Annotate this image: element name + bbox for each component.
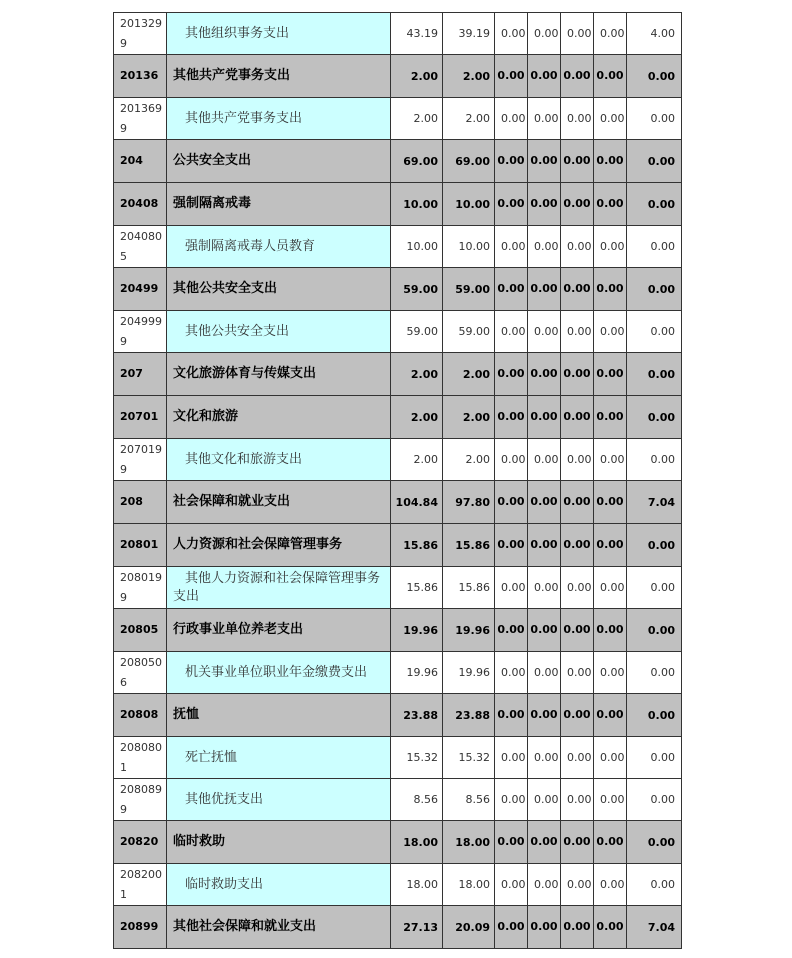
project-cell: 4.00 [627,13,682,55]
basic-cell: 59.00 [443,268,495,311]
project-cell: 0.00 [627,268,682,311]
col6-cell: 0.00 [528,55,561,98]
code-cell: 208 [114,481,167,524]
col6-cell: 0.00 [528,652,561,694]
col7-cell: 0.00 [561,311,594,353]
col7-cell: 0.00 [561,821,594,864]
col5-cell: 0.00 [495,226,528,268]
project-cell: 0.00 [627,183,682,226]
col6-cell: 0.00 [528,98,561,140]
col7-cell: 0.00 [561,524,594,567]
code-cell: 20805 [114,609,167,652]
project-cell: 0.00 [627,439,682,481]
name-cell: 文化和旅游 [167,396,391,439]
col7-cell: 0.00 [561,13,594,55]
code-cell: 20820 [114,821,167,864]
col5-cell: 0.00 [495,481,528,524]
col7-cell: 0.00 [561,737,594,779]
col8-cell: 0.00 [594,183,627,226]
col8-cell: 0.00 [594,396,627,439]
col7-cell: 0.00 [561,864,594,906]
col8-cell: 0.00 [594,98,627,140]
code-cell: 20801 [114,524,167,567]
col6-cell: 0.00 [528,311,561,353]
subtotal-row [114,609,682,652]
basic-cell: 2.00 [443,439,495,481]
col7-cell: 0.00 [561,140,594,183]
name-cell: 抚恤 [167,694,391,737]
col8-cell: 0.00 [594,779,627,821]
name-cell: 其他公共安全支出 [167,311,391,353]
col5-cell: 0.00 [495,779,528,821]
code-cell: 2080899 [114,779,167,821]
code-cell: 2080506 [114,652,167,694]
detail-row [114,439,682,481]
subtotal-row [114,353,682,396]
basic-cell: 2.00 [443,353,495,396]
basic-cell: 97.80 [443,481,495,524]
total-cell: 2.00 [391,353,443,396]
project-cell: 0.00 [627,864,682,906]
col7-cell: 0.00 [561,226,594,268]
col7-cell: 0.00 [561,694,594,737]
col5-cell: 0.00 [495,439,528,481]
total-cell: 15.86 [391,567,443,609]
name-cell: 其他公共安全支出 [167,268,391,311]
col5-cell: 0.00 [495,311,528,353]
subtotal-row [114,694,682,737]
basic-cell: 2.00 [443,396,495,439]
table-body [114,13,682,949]
total-cell: 10.00 [391,226,443,268]
total-cell: 104.84 [391,481,443,524]
col8-cell: 0.00 [594,821,627,864]
name-cell: 临时救助 [167,821,391,864]
col5-cell: 0.00 [495,396,528,439]
code-cell: 2013299 [114,13,167,55]
col7-cell: 0.00 [561,353,594,396]
total-cell: 19.96 [391,652,443,694]
col8-cell: 0.00 [594,694,627,737]
total-cell: 2.00 [391,439,443,481]
project-cell: 0.00 [627,609,682,652]
project-cell: 0.00 [627,737,682,779]
col8-cell: 0.00 [594,140,627,183]
col8-cell: 0.00 [594,353,627,396]
basic-cell: 10.00 [443,183,495,226]
col8-cell: 0.00 [594,226,627,268]
basic-cell: 15.86 [443,524,495,567]
basic-cell: 69.00 [443,140,495,183]
col7-cell: 0.00 [561,609,594,652]
name-cell: 其他共产党事务支出 [167,55,391,98]
total-cell: 27.13 [391,906,443,949]
name-cell: 强制隔离戒毒 [167,183,391,226]
project-cell: 7.04 [627,481,682,524]
total-cell: 18.00 [391,821,443,864]
col8-cell: 0.00 [594,439,627,481]
total-cell: 43.19 [391,13,443,55]
col8-cell: 0.00 [594,737,627,779]
col6-cell: 0.00 [528,13,561,55]
code-cell: 2082001 [114,864,167,906]
col6-cell: 0.00 [528,226,561,268]
basic-cell: 19.96 [443,652,495,694]
detail-row [114,226,682,268]
project-cell: 0.00 [627,652,682,694]
project-cell: 0.00 [627,98,682,140]
name-cell: 强制隔离戒毒人员教育 [167,226,391,268]
col5-cell: 0.00 [495,353,528,396]
col6-cell: 0.00 [528,737,561,779]
col5-cell: 0.00 [495,567,528,609]
col7-cell: 0.00 [561,183,594,226]
col8-cell: 0.00 [594,906,627,949]
code-cell: 204 [114,140,167,183]
code-cell: 2080199 [114,567,167,609]
name-cell: 行政事业单位养老支出 [167,609,391,652]
col6-cell: 0.00 [528,353,561,396]
project-cell: 0.00 [627,779,682,821]
project-cell: 0.00 [627,821,682,864]
col8-cell: 0.00 [594,311,627,353]
project-cell: 0.00 [627,311,682,353]
total-cell: 8.56 [391,779,443,821]
subtotal-row [114,821,682,864]
code-cell: 2070199 [114,439,167,481]
subtotal-row [114,481,682,524]
col5-cell: 0.00 [495,906,528,949]
basic-cell: 10.00 [443,226,495,268]
col5-cell: 0.00 [495,98,528,140]
col6-cell: 0.00 [528,609,561,652]
col5-cell: 0.00 [495,55,528,98]
col6-cell: 0.00 [528,864,561,906]
col6-cell: 0.00 [528,821,561,864]
col5-cell: 0.00 [495,694,528,737]
col8-cell: 0.00 [594,55,627,98]
project-cell: 0.00 [627,226,682,268]
project-cell: 0.00 [627,396,682,439]
total-cell: 19.96 [391,609,443,652]
col6-cell: 0.00 [528,906,561,949]
col6-cell: 0.00 [528,524,561,567]
code-cell: 2013699 [114,98,167,140]
col5-cell: 0.00 [495,524,528,567]
name-cell: 其他共产党事务支出 [167,98,391,140]
col5-cell: 0.00 [495,183,528,226]
subtotal-row [114,55,682,98]
col6-cell: 0.00 [528,481,561,524]
col5-cell: 0.00 [495,737,528,779]
project-cell: 0.00 [627,353,682,396]
total-cell: 59.00 [391,268,443,311]
col7-cell: 0.00 [561,906,594,949]
col5-cell: 0.00 [495,864,528,906]
name-cell: 其他优抚支出 [167,779,391,821]
code-cell: 20808 [114,694,167,737]
basic-cell: 8.56 [443,779,495,821]
detail-row [114,779,682,821]
col8-cell: 0.00 [594,567,627,609]
code-cell: 20701 [114,396,167,439]
project-cell: 0.00 [627,140,682,183]
col5-cell: 0.00 [495,652,528,694]
col6-cell: 0.00 [528,268,561,311]
code-cell: 20899 [114,906,167,949]
col6-cell: 0.00 [528,779,561,821]
code-cell: 2049999 [114,311,167,353]
code-cell: 20136 [114,55,167,98]
code-cell: 20499 [114,268,167,311]
total-cell: 10.00 [391,183,443,226]
name-cell: 临时救助支出 [167,864,391,906]
detail-row [114,737,682,779]
col8-cell: 0.00 [594,268,627,311]
col7-cell: 0.00 [561,396,594,439]
col7-cell: 0.00 [561,98,594,140]
basic-cell: 2.00 [443,98,495,140]
name-cell: 其他组织事务支出 [167,13,391,55]
subtotal-row [114,524,682,567]
detail-row [114,864,682,906]
basic-cell: 39.19 [443,13,495,55]
code-cell: 2080801 [114,737,167,779]
col6-cell: 0.00 [528,396,561,439]
project-cell: 0.00 [627,567,682,609]
total-cell: 2.00 [391,396,443,439]
name-cell: 文化旅游体育与传媒支出 [167,353,391,396]
col6-cell: 0.00 [528,567,561,609]
col8-cell: 0.00 [594,864,627,906]
col7-cell: 0.00 [561,55,594,98]
basic-cell: 23.88 [443,694,495,737]
basic-cell: 15.32 [443,737,495,779]
name-cell: 死亡抚恤 [167,737,391,779]
basic-cell: 20.09 [443,906,495,949]
basic-cell: 18.00 [443,864,495,906]
col8-cell: 0.00 [594,652,627,694]
col6-cell: 0.00 [528,140,561,183]
name-cell: 机关事业单位职业年金缴费支出 [167,652,391,694]
col5-cell: 0.00 [495,821,528,864]
col5-cell: 0.00 [495,609,528,652]
total-cell: 15.32 [391,737,443,779]
col8-cell: 0.00 [594,609,627,652]
name-cell: 其他文化和旅游支出 [167,439,391,481]
col7-cell: 0.00 [561,481,594,524]
subtotal-row [114,140,682,183]
col7-cell: 0.00 [561,439,594,481]
total-cell: 59.00 [391,311,443,353]
total-cell: 23.88 [391,694,443,737]
total-cell: 18.00 [391,864,443,906]
code-cell: 20408 [114,183,167,226]
subtotal-row [114,396,682,439]
col8-cell: 0.00 [594,481,627,524]
total-cell: 15.86 [391,524,443,567]
project-cell: 0.00 [627,694,682,737]
col5-cell: 0.00 [495,13,528,55]
col7-cell: 0.00 [561,779,594,821]
code-cell: 207 [114,353,167,396]
total-cell: 69.00 [391,140,443,183]
detail-row [114,311,682,353]
project-cell: 0.00 [627,55,682,98]
detail-row [114,13,682,55]
basic-cell: 59.00 [443,311,495,353]
detail-row [114,98,682,140]
col7-cell: 0.00 [561,567,594,609]
col8-cell: 0.00 [594,524,627,567]
project-cell: 7.04 [627,906,682,949]
name-cell: 社会保障和就业支出 [167,481,391,524]
basic-cell: 18.00 [443,821,495,864]
name-cell: 其他人力资源和社会保障管理事务支出 [167,567,391,609]
name-cell: 公共安全支出 [167,140,391,183]
subtotal-row [114,268,682,311]
total-cell: 2.00 [391,98,443,140]
col6-cell: 0.00 [528,694,561,737]
code-cell: 2040805 [114,226,167,268]
detail-row [114,652,682,694]
subtotal-row [114,906,682,949]
name-cell: 其他社会保障和就业支出 [167,906,391,949]
col7-cell: 0.00 [561,652,594,694]
detail-row [114,567,682,609]
col5-cell: 0.00 [495,140,528,183]
subtotal-row [114,183,682,226]
total-cell: 2.00 [391,55,443,98]
col7-cell: 0.00 [561,268,594,311]
col6-cell: 0.00 [528,439,561,481]
col5-cell: 0.00 [495,268,528,311]
col6-cell: 0.00 [528,183,561,226]
project-cell: 0.00 [627,524,682,567]
name-cell: 人力资源和社会保障管理事务 [167,524,391,567]
col8-cell: 0.00 [594,13,627,55]
basic-cell: 19.96 [443,609,495,652]
basic-cell: 15.86 [443,567,495,609]
basic-cell: 2.00 [443,55,495,98]
budget-expenditure-table [113,12,682,949]
